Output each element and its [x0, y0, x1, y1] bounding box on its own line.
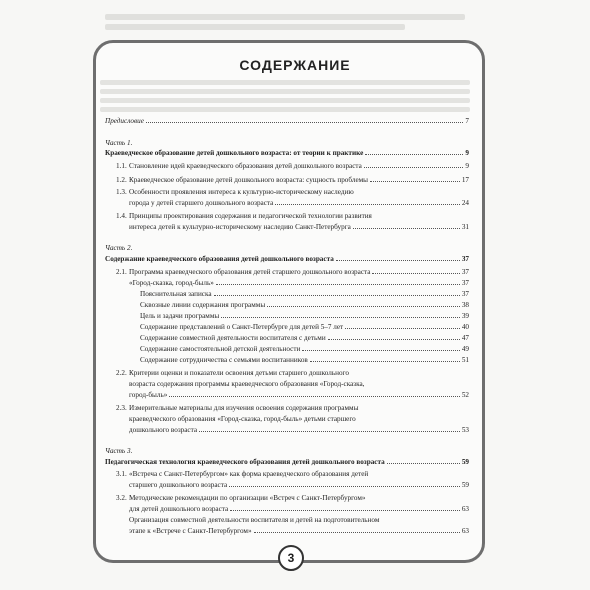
- dot-leader: [169, 396, 459, 397]
- dot-leader: [336, 260, 460, 261]
- toc-entry-1-3[interactable]: [105, 188, 469, 196]
- section-number: 2.3.: [116, 404, 127, 412]
- toc-entry-3-2[interactable]: [105, 494, 469, 502]
- dot-leader: [275, 204, 459, 205]
- toc-subentry[interactable]: [105, 323, 469, 331]
- toc-page: 37: [461, 279, 469, 287]
- dot-leader: [221, 317, 460, 318]
- toc-subentry[interactable]: [105, 345, 469, 353]
- bleed-through-line: [100, 107, 470, 112]
- toc-label: Организация совместной деятельности воспитателя и детей на подготовительном: [129, 516, 380, 524]
- bleed-through-line: [105, 14, 465, 20]
- toc-label-continued: интереса детей к культурно-историческому наследию Санкт-Петербурга: [129, 223, 351, 231]
- toc-label-continued: для детей дошкольного возраста: [129, 505, 229, 513]
- toc-page: 59: [461, 458, 469, 466]
- toc-page: 47: [461, 334, 469, 342]
- toc-label: Содержание совместной деятельности воспитателя с детьми: [140, 334, 326, 342]
- dot-leader: [199, 431, 460, 432]
- toc-page: 52: [461, 391, 469, 399]
- dot-leader: [370, 181, 460, 182]
- toc-entry-1-4[interactable]: [105, 212, 469, 220]
- toc-label-continued: города у детей старшего дошкольного возраста: [129, 199, 274, 207]
- toc-page: 17: [461, 176, 469, 184]
- toc-label: Программа краеведческого образования детей старшего дошкольного возраста: [129, 268, 371, 276]
- toc-page: 49: [461, 345, 469, 353]
- toc-label: Сквозные линии содержания программы: [140, 301, 266, 309]
- section-number: 3.1.: [116, 470, 127, 478]
- toc-label: Содержание самостоятельной детской деятельности: [140, 345, 301, 353]
- toc-subentry[interactable]: [105, 356, 469, 364]
- toc-entry-2-3[interactable]: [105, 404, 469, 412]
- dot-leader: [364, 167, 464, 168]
- bleed-through-line: [100, 98, 470, 103]
- toc-entry-2-1[interactable]: [105, 268, 469, 276]
- toc-subentry[interactable]: [105, 290, 469, 298]
- toc-label: Становление идей краеведческого образования детей дошкольного возраста: [129, 162, 362, 170]
- toc-label: Измерительные материалы для изучения освоения содержания программы: [129, 404, 359, 412]
- dot-leader: [387, 463, 460, 464]
- toc-page: 53: [461, 426, 469, 434]
- dot-leader: [328, 339, 460, 340]
- section-number: 1.1.: [116, 162, 127, 170]
- dot-leader: [214, 295, 460, 296]
- toc-label: Критерии оценки и показатели освоения детьми старшего дошкольного: [129, 369, 349, 377]
- page-number-badge: 3: [278, 545, 304, 571]
- toc-label: Пояснительная записка: [140, 290, 212, 298]
- toc-page: 37: [461, 268, 469, 276]
- dot-leader: [345, 328, 460, 329]
- toc-page: 59: [461, 481, 469, 489]
- toc-entry-3-1[interactable]: [105, 470, 469, 478]
- toc-entry-2-2[interactable]: [105, 369, 469, 377]
- dot-leader: [146, 122, 463, 123]
- toc-entry-preface[interactable]: [105, 117, 469, 125]
- toc-page: 7: [465, 117, 469, 125]
- toc-page: 63: [461, 505, 469, 513]
- toc-label: Особенности проявления интереса к культурно-историческому наследию: [129, 188, 354, 196]
- toc-label: Педагогическая технология краеведческого образования детей дошкольного возраста: [105, 458, 385, 466]
- toc-subentry[interactable]: [105, 301, 469, 309]
- contents-heading: СОДЕРЖАНИЕ: [239, 57, 351, 73]
- toc-label: Содержание краеведческого образования детей дошкольного возраста: [105, 255, 334, 263]
- toc-page: 37: [461, 290, 469, 298]
- section-number: 1.3.: [116, 188, 127, 196]
- dot-leader: [365, 154, 463, 155]
- section-number: 2.1.: [116, 268, 127, 276]
- toc-entry-1-2[interactable]: [105, 176, 469, 184]
- toc-page: 39: [461, 312, 469, 320]
- bleed-through-line: [100, 89, 470, 94]
- toc-label: Принципы проектирования содержания и педагогической технологии развития: [129, 212, 372, 220]
- toc-label: Содержание сотрудничества с семьями воспитанников: [140, 356, 308, 364]
- toc-subentry[interactable]: [105, 516, 469, 524]
- toc-page: 40: [461, 323, 469, 331]
- toc-page: 63: [461, 527, 469, 535]
- section-number: 1.2.: [116, 176, 127, 184]
- toc-page: 24: [461, 199, 469, 207]
- toc-subentry[interactable]: [105, 312, 469, 320]
- toc-label: Цель и задачи программы: [140, 312, 220, 320]
- toc-page: 9: [465, 149, 469, 157]
- part-label: Часть 1.: [105, 139, 133, 147]
- section-number: 2.2.: [116, 369, 127, 377]
- toc-label: «Встреча с Санкт-Петербургом» как форма краеведческого образования детей: [129, 470, 369, 478]
- toc-label-continued: «Город-сказка, город-быль»: [129, 279, 214, 287]
- dot-leader: [267, 306, 460, 307]
- dot-leader: [229, 486, 460, 487]
- toc-label: Краеведческое образование детей дошкольного возраста: сущность проблемы: [129, 176, 369, 184]
- toc-entry-1-1[interactable]: [105, 162, 469, 170]
- toc-label-continued: город-быль»: [129, 391, 168, 399]
- toc-label-continued: этапе к «Встрече с Санкт-Петербургом»: [129, 527, 252, 535]
- bleed-through-line: [105, 24, 405, 30]
- toc-page: 37: [461, 255, 469, 263]
- toc-page: 38: [461, 301, 469, 309]
- toc-label-continued: возраста содержания программы краеведческого образования «Город-сказка,: [129, 380, 365, 388]
- toc-label-continued: старшего дошкольного возраста: [129, 481, 228, 489]
- dot-leader: [230, 510, 460, 511]
- toc-page: 9: [465, 162, 469, 170]
- toc-label: Краеведческое образование детей дошкольного возраста: от теории к практике: [105, 149, 364, 157]
- toc-entry-part3[interactable]: [105, 458, 469, 466]
- part-label: Часть 3.: [105, 447, 133, 455]
- toc-label-continued: дошкольного возраста: [129, 426, 198, 434]
- dot-leader: [254, 532, 460, 533]
- toc-page: 31: [461, 223, 469, 231]
- bleed-through-line: [100, 80, 470, 85]
- toc-page: 51: [461, 356, 469, 364]
- toc-subentry[interactable]: [105, 334, 469, 342]
- toc-label: Предисловие: [105, 117, 144, 125]
- toc-entry-part2[interactable]: [105, 255, 469, 263]
- dot-leader: [310, 361, 460, 362]
- dot-leader: [372, 273, 459, 274]
- dot-leader: [302, 350, 460, 351]
- toc-entry-part1[interactable]: [105, 149, 469, 157]
- toc-label-continued: краеведческого образования «Город-сказка, город-быль» детьми старшего: [129, 415, 356, 423]
- dot-leader: [216, 284, 460, 285]
- section-number: 3.2.: [116, 494, 127, 502]
- dot-leader: [353, 228, 460, 229]
- part-label: Часть 2.: [105, 244, 133, 252]
- section-number: 1.4.: [116, 212, 127, 220]
- toc-label: Содержание представлений о Санкт-Петербурге для детей 5–7 лет: [140, 323, 344, 331]
- toc-label: Методические рекомендации по организации «Встреч с Санкт-Петербургом»: [129, 494, 366, 502]
